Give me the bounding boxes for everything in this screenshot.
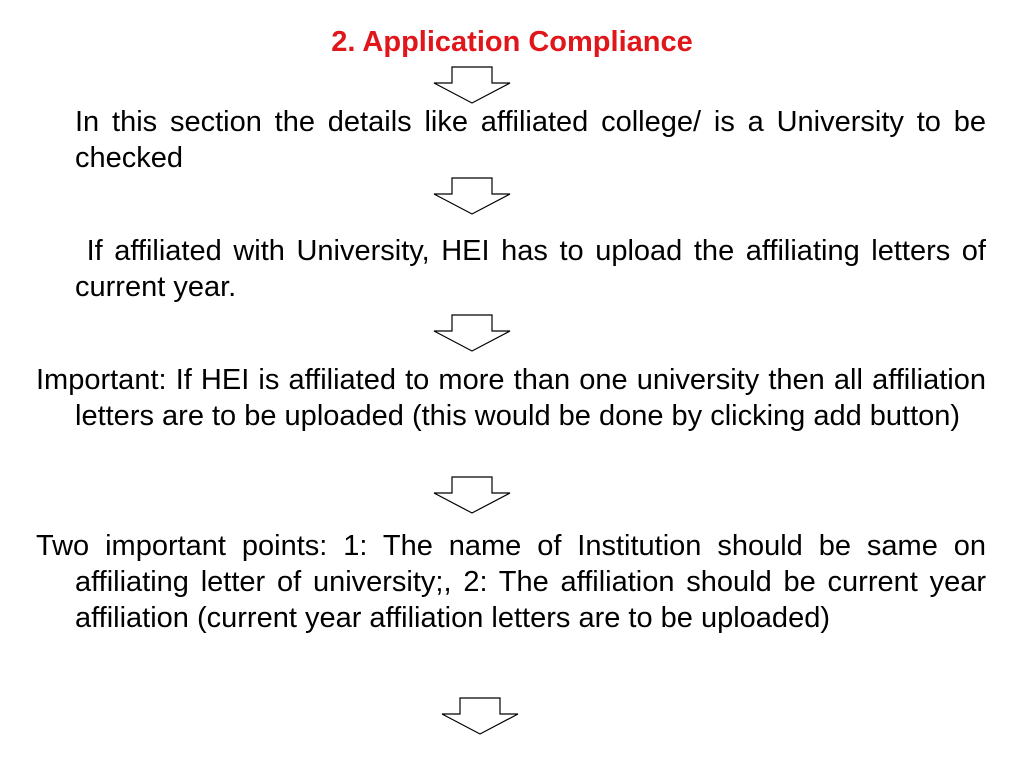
step-1-text: In this section the details like affiliated college/ is a University to be checked: [75, 106, 986, 174]
slide-title: 2. Application Compliance: [331, 26, 693, 58]
down-arrow-icon: [440, 697, 520, 735]
down-arrow-icon: [432, 314, 512, 352]
step-4-points-text: Two important points: 1: The name of Institution should be same on affiliating letter of university;, 2: The affiliation should be current year affiliation (current year affiliation letters are to be uploaded): [36, 530, 986, 634]
down-arrow-icon: [432, 476, 512, 514]
down-arrow-icon: [432, 66, 512, 104]
down-arrow-icon: [432, 177, 512, 215]
step-2-text: If affiliated with University, HEI has to upload the affiliating letters of current year.: [75, 235, 995, 303]
step-3-important-text: Important: If HEI is affiliated to more than one university then all affiliation letters are to be uploaded (this would be done by clicking add button): [36, 364, 986, 432]
